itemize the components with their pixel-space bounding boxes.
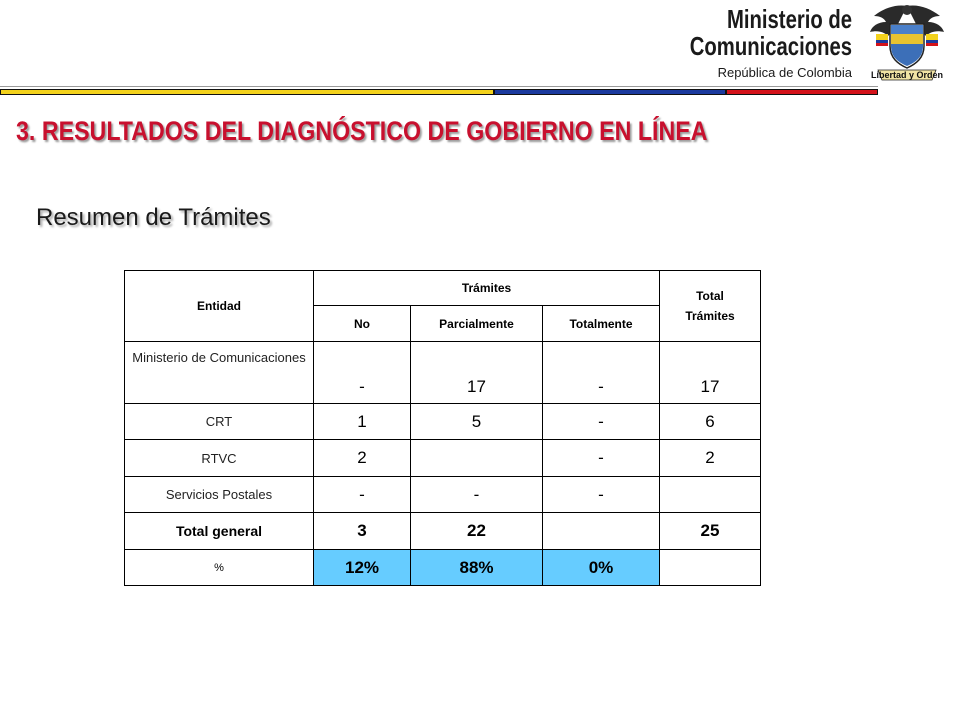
flag-stripe-red — [726, 89, 878, 95]
cell-no: 2 — [314, 440, 411, 477]
table-percent-row — [125, 550, 761, 586]
cell-total-totalmente — [543, 513, 660, 550]
cell-entidad: CRT — [125, 404, 314, 440]
ministry-logo-text — [644, 6, 852, 82]
header-tramites: Trámites — [314, 271, 660, 306]
cell-entidad: RTVC — [125, 440, 314, 477]
header-total-tramites: Total Trámites — [660, 271, 761, 342]
table-row — [125, 404, 761, 440]
cell-parcialmente — [411, 440, 543, 477]
cell-totalmente: - — [543, 404, 660, 440]
cell-totalmente: - — [543, 440, 660, 477]
flag-stripe-blue — [494, 89, 726, 95]
cell-parcialmente: 17 — [411, 342, 543, 404]
cell-no: 1 — [314, 404, 411, 440]
cell-total: 2 — [660, 440, 761, 477]
table-total-row — [125, 513, 761, 550]
cell-totalmente: - — [543, 342, 660, 404]
subtitle: Resumen de Trámites — [36, 204, 271, 231]
cell-parcialmente: 5 — [411, 404, 543, 440]
cell-total: 6 — [660, 404, 761, 440]
cell-percent-label: % — [125, 550, 314, 586]
cell-total: 17 — [660, 342, 761, 404]
table-row — [125, 477, 761, 513]
flag-stripe-yellow — [0, 89, 494, 95]
header-totalmente: Totalmente — [543, 306, 660, 342]
cell-total — [660, 477, 761, 513]
cell-total-no: 3 — [314, 513, 411, 550]
national-motto: Libertad y Orden — [870, 70, 943, 80]
cell-percent-total — [660, 550, 761, 586]
cell-entidad: Servicios Postales — [125, 477, 314, 513]
cell-total-label: Total general — [125, 513, 314, 550]
section-title: 3. RESULTADOS DEL DIAGNÓSTICO DE GOBIERNO EN LÍNEA — [16, 116, 708, 146]
cell-total-parcialmente: 22 — [411, 513, 543, 550]
cell-total-total: 25 — [660, 513, 761, 550]
tramites-summary-table — [124, 270, 761, 586]
cell-totalmente: - — [543, 477, 660, 513]
cell-no: - — [314, 342, 411, 404]
cell-percent-parcialmente: 88% — [411, 550, 543, 586]
country-name: República de Colombia — [717, 65, 852, 80]
cell-no: - — [314, 477, 411, 513]
cell-percent-no: 12% — [314, 550, 411, 586]
cell-percent-totalmente: 0% — [543, 550, 660, 586]
ministry-name-line2: Comunicaciones — [689, 31, 852, 61]
cell-entidad: Ministerio de Comunicaciones — [125, 342, 314, 404]
table-row — [125, 342, 761, 404]
header-divider — [0, 86, 878, 87]
table-row — [125, 440, 761, 477]
cell-parcialmente: - — [411, 477, 543, 513]
table-header-row — [125, 271, 761, 306]
header-entidad: Entidad — [125, 271, 314, 342]
ministry-name-line1: Ministerio de — [726, 4, 852, 34]
flag-color-bar — [0, 89, 878, 95]
header-no: No — [314, 306, 411, 342]
header-parcialmente: Parcialmente — [411, 306, 543, 342]
